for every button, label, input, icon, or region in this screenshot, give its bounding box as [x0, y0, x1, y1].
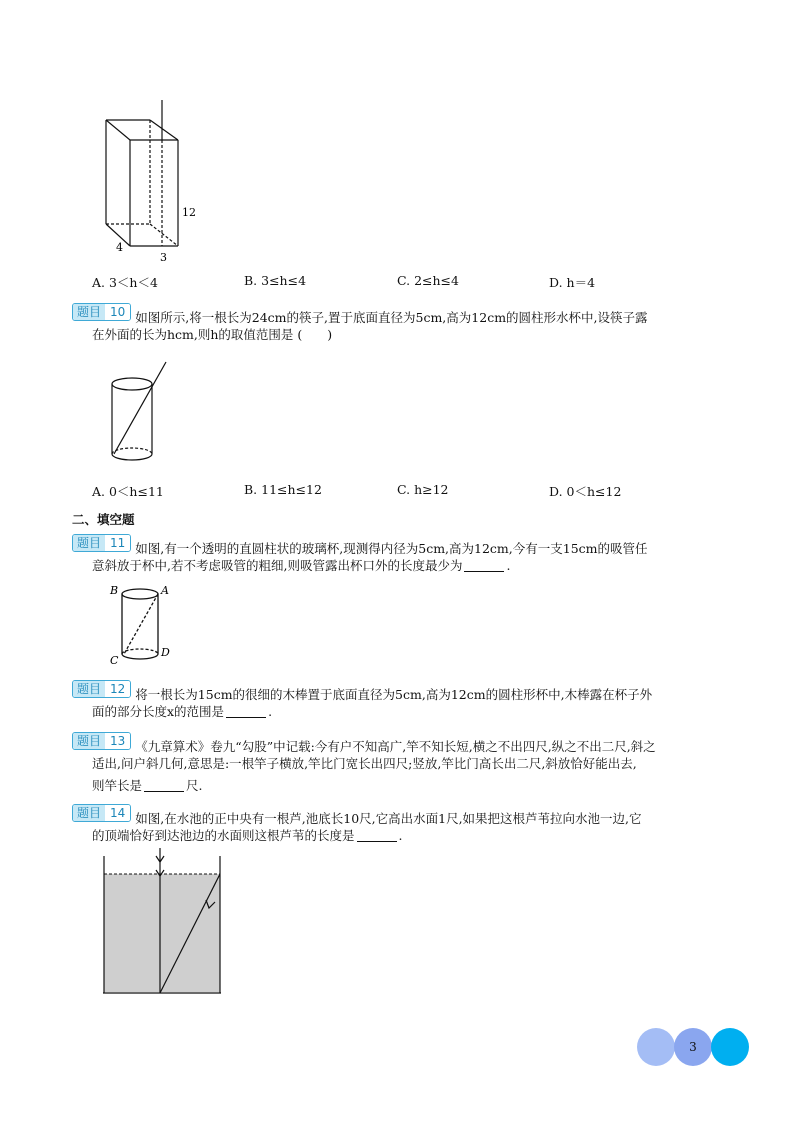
- label-12: 12: [182, 206, 196, 219]
- circle-left: [637, 1028, 675, 1066]
- q12-badge: 题目 12: [72, 680, 131, 698]
- q10-line1: 题目 10 如图所示,将一根长为24cm的筷子,置于底面直径为5cm,高为12cm的圆柱形水杯中,设筷子露: [72, 303, 724, 328]
- q11-line2: 意斜放于杯中,若不考虑吸管的粗细,则吸管露出杯口外的长度最少为 .: [92, 558, 511, 573]
- cup-figure: [104, 356, 174, 468]
- label-A: A: [161, 584, 169, 597]
- q11-badge: 题目 11: [72, 534, 131, 552]
- q14-answer-blank[interactable]: [357, 829, 397, 842]
- q14-line2: 的顶端恰好到达池边的水面则这根芦苇的长度是 .: [92, 828, 403, 843]
- q10-option-c: C. h≥12: [397, 482, 449, 497]
- q10-option-d: D. 0＜h≤12: [549, 484, 622, 499]
- pool-figure: [100, 846, 226, 996]
- q9-option-c: C. 2≤h≤4: [397, 273, 459, 288]
- box-figure: [98, 96, 208, 266]
- q13-badge: 题目 13: [72, 732, 131, 750]
- q13-answer-blank[interactable]: [144, 779, 184, 792]
- q9-option-b: B. 3≤h≤4: [244, 273, 307, 288]
- q13-line3: 则竿长是 尺.: [92, 778, 203, 793]
- page-number-decoration: [634, 1026, 752, 1068]
- q14-badge: 题目 14: [72, 804, 131, 822]
- label-D: D: [161, 646, 170, 659]
- q9-option-a: A. 3＜h＜4: [92, 275, 158, 290]
- q10-badge: 题目 10: [72, 303, 131, 321]
- q10-line2: 在外面的长为hcm,则h的取值范围是 ( ): [92, 327, 333, 342]
- q11-line1: 题目 11 如图,有一个透明的直圆柱状的玻璃杯,现测得内径为5cm,高为12cm,今有一支15cm的吸管任: [72, 534, 724, 559]
- q10-option-b: B. 11≤h≤12: [244, 482, 322, 497]
- label-C: C: [110, 654, 119, 667]
- section-fill-blank-title: 二、填空题: [72, 512, 135, 527]
- q12-line1: 题目 12 将一根长为15cm的很细的木棒置于底面直径为5cm,高为12cm的圆柱形杯中,木棒露在杯子外: [72, 680, 724, 705]
- circle-right: [711, 1028, 749, 1066]
- label-4: 4: [116, 241, 123, 254]
- q14-line1: 题目 14 如图,在水池的正中央有一根芦,池底长10尺,它高出水面1尺,如果把这根芦苇拉向水池一边,它: [72, 804, 724, 829]
- q9-options: [92, 273, 732, 291]
- glass-figure: [104, 580, 180, 670]
- q13-line2: 适出,问户斜几何,意思是:一根竿子横放,竿比门宽长出四尺;竖放,竿比门高长出二尺,斜放恰好能出去,: [92, 756, 637, 771]
- q9-option-d: D. h＝4: [549, 275, 596, 290]
- q10-option-a: A. 0＜h≤11: [92, 484, 164, 499]
- q12-answer-blank[interactable]: [226, 705, 266, 718]
- label-3: 3: [160, 251, 167, 264]
- label-B: B: [110, 584, 119, 597]
- page-number: 3: [689, 1040, 697, 1054]
- q13-line1: 题目 13 《九章算术》卷九“勾股”中记载:今有户不知高广,竿不知长短,横之不出四尺,纵之不出二尺,斜之: [72, 732, 724, 757]
- q10-options: [92, 482, 732, 500]
- q12-line2: 面的部分长度x的范围是 .: [92, 704, 273, 719]
- q11-answer-blank[interactable]: [464, 559, 504, 572]
